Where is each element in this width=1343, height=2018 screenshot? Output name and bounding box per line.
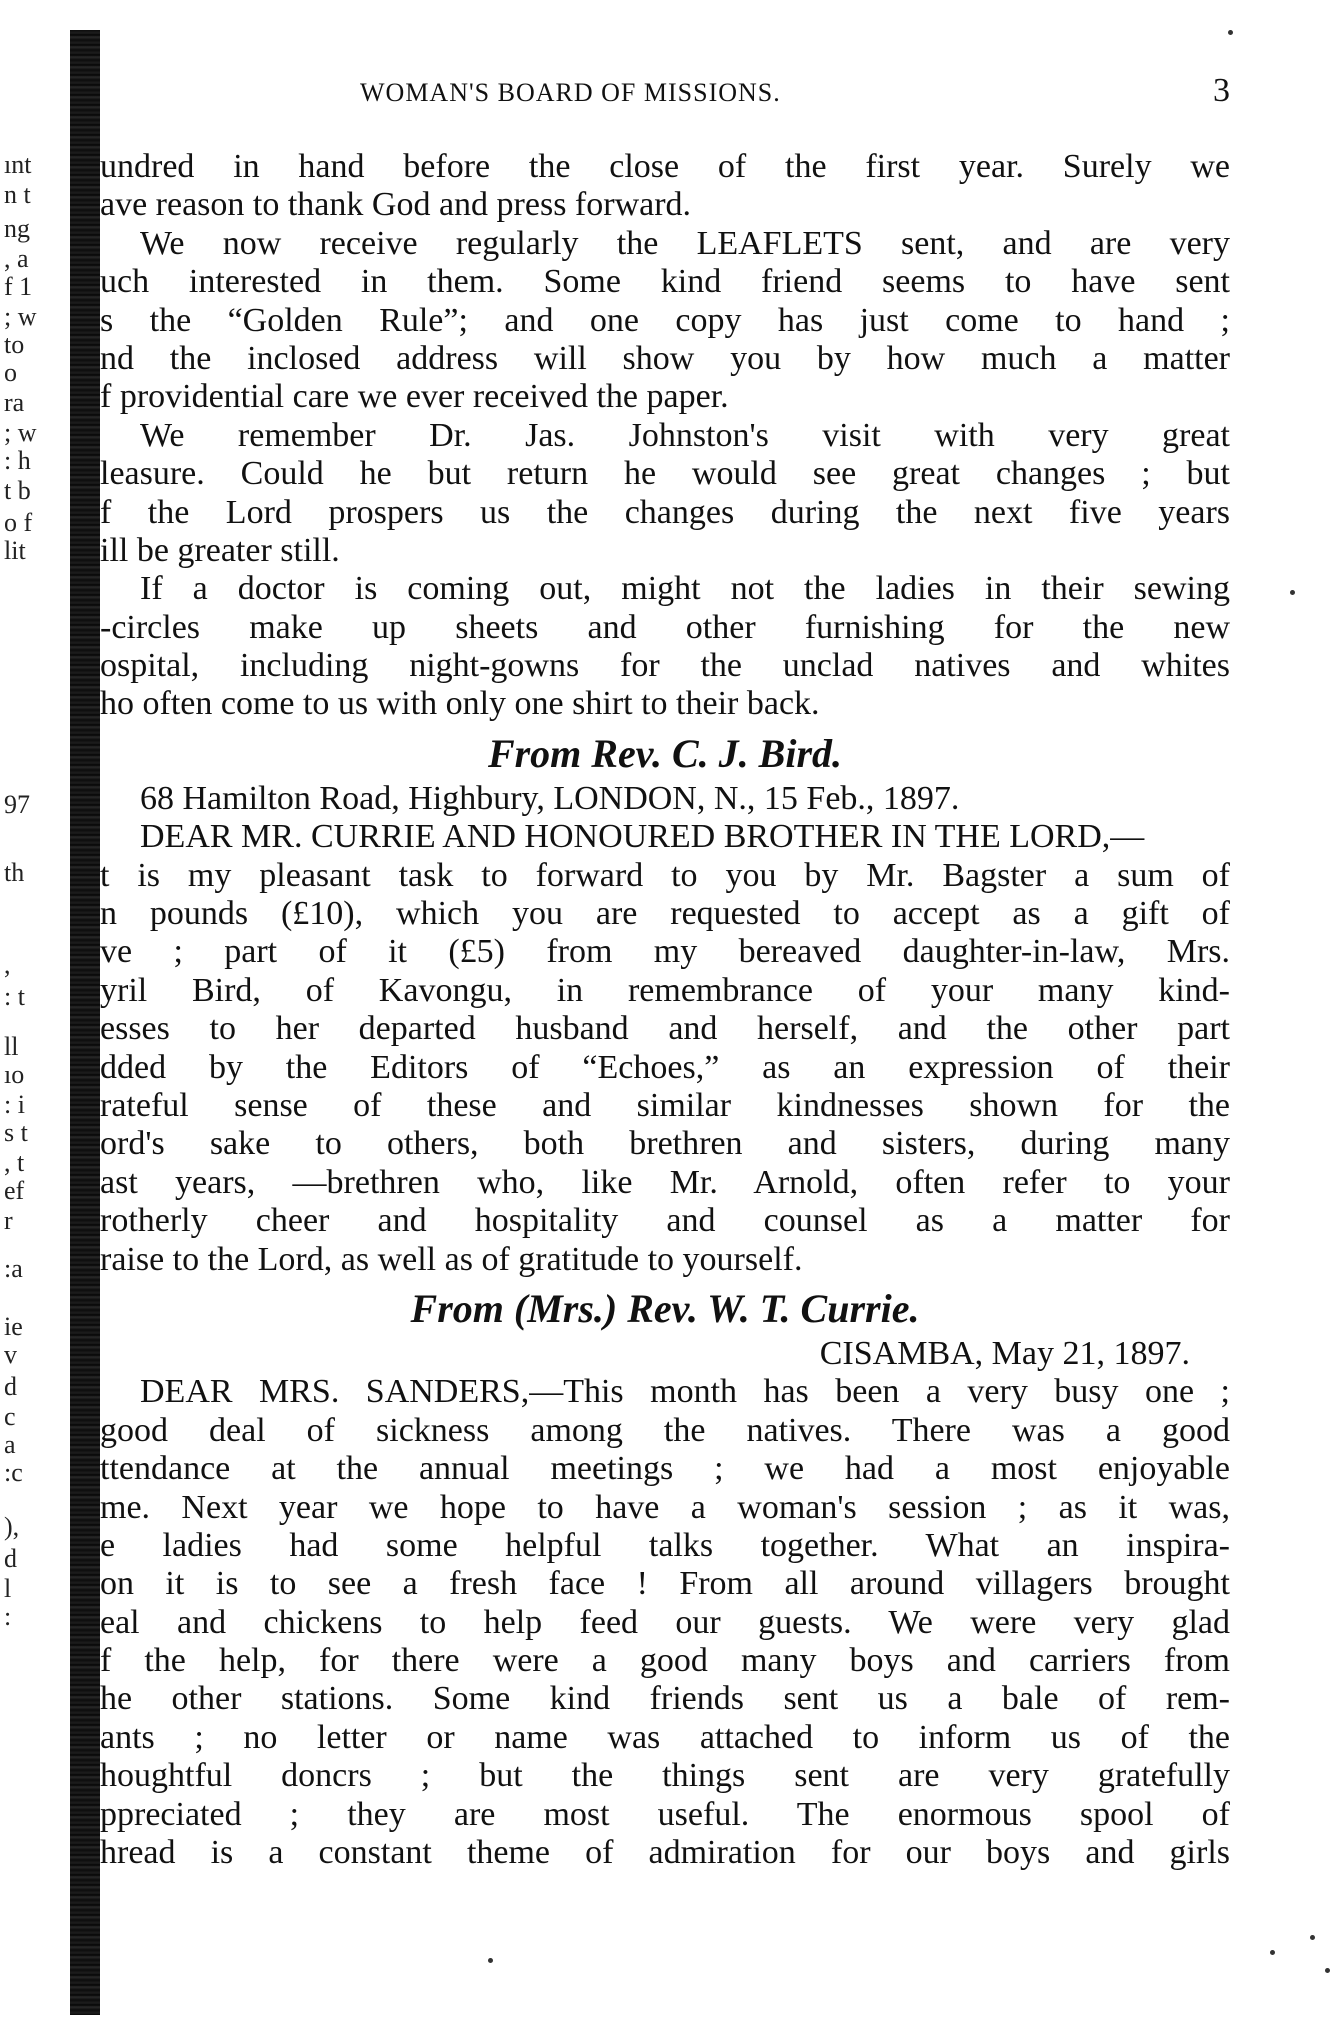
print-speck xyxy=(1228,30,1233,35)
page-header xyxy=(110,72,1230,118)
print-speck xyxy=(488,1958,493,1963)
text-line: If a doctor is coming out, might not the ladies in their sewing xyxy=(140,570,1230,608)
gutter-fragment: :a xyxy=(4,1254,23,1283)
text-line: ord's sake to others, both brethren and sisters, during many xyxy=(100,1125,1230,1163)
gutter-fragment: ınt xyxy=(4,150,32,179)
text-line: ast years, —brethren who, like Mr. Arnold, often refer to your xyxy=(100,1163,1230,1201)
text-line: ve ; part of it (£5) from my bereaved daughter-in-law, Mrs. xyxy=(100,933,1230,971)
gutter-fragment: ; w xyxy=(4,418,37,447)
text-line: hread is a constant theme of admiration for our boys and girls xyxy=(100,1834,1230,1872)
section-heading-currie: From (Mrs.) Rev. W. T. Currie. xyxy=(410,1285,920,1331)
text-line: good deal of sickness among the natives. There was a good xyxy=(100,1411,1230,1449)
binding-spine xyxy=(70,30,100,2015)
text-line: s the “Golden Rule”; and one copy has just come to hand ; xyxy=(100,301,1230,339)
text-line: nd the inclosed address will show you by how much a matter xyxy=(100,339,1230,377)
gutter-fragment: to xyxy=(4,330,25,359)
gutter-fragment: ), xyxy=(4,1512,20,1541)
text-line: me. Next year we hope to have a woman's session ; as it was, xyxy=(100,1488,1230,1526)
gutter-fragment: : t xyxy=(4,982,25,1011)
gutter-fragment: ng xyxy=(4,214,30,243)
page-number: 3 xyxy=(1213,72,1230,109)
gutter-fragment: l xyxy=(4,1574,12,1603)
gutter-fragment: r xyxy=(4,1206,13,1235)
gutter-fragment: ie xyxy=(4,1312,23,1341)
section-letter-continuation xyxy=(100,148,1230,724)
text-line: uch interested in them. Some kind friend seems to have sent xyxy=(100,263,1230,301)
text-line: rotherly cheer and hospitality and counsel as a matter for xyxy=(100,1202,1230,1240)
print-speck xyxy=(1270,1950,1275,1955)
text-line: dded by the Editors of “Echoes,” as an expression of their xyxy=(100,1048,1230,1086)
gutter-fragment: s t xyxy=(4,1118,28,1147)
gutter-fragment: : xyxy=(4,1602,12,1631)
text-line: undred in hand before the close of the first year. Surely we xyxy=(100,148,1230,185)
gutter-fragment: , a xyxy=(4,244,29,273)
gutter-fragment: : i xyxy=(4,1090,25,1119)
section-letter-bird xyxy=(100,780,1230,1279)
gutter-fragment: : h xyxy=(4,446,31,475)
text-line: -circles make up sheets and other furnishing for the new xyxy=(100,608,1230,646)
gutter-fragment: a xyxy=(4,1430,16,1459)
text-line: raise to the Lord, as well as of gratitude to yourself. xyxy=(100,1240,803,1278)
text-line: yril Bird, of Kavongu, in remembrance of your many kind- xyxy=(100,971,1230,1009)
running-title: WOMAN'S BOARD OF MISSIONS. xyxy=(360,78,781,107)
text-line: rateful sense of these and similar kindnesses shown for the xyxy=(100,1086,1230,1124)
gutter-fragment: lit xyxy=(4,536,26,565)
gutter-fragment: f 1 xyxy=(4,272,33,301)
text-line: he other stations. Some kind friends sent us a bale of rem- xyxy=(100,1680,1230,1718)
text-line: e ladies had some helpful talks together. What an inspira- xyxy=(100,1526,1230,1564)
text-line: f the help, for there were a good many boys and carriers from xyxy=(100,1642,1230,1680)
dateline: 68 Hamilton Road, Highbury, LONDON, N., 15 Feb., 1897. xyxy=(140,779,960,817)
text-line: f providential care we ever received the paper. xyxy=(100,378,729,416)
text-line: leasure. Could he but return he would see great changes ; but xyxy=(100,455,1230,493)
text-line: ants ; no letter or name was attached to inform us of the xyxy=(100,1718,1230,1756)
gutter-fragment: ef xyxy=(4,1176,25,1205)
gutter-fragment: , xyxy=(4,950,11,979)
print-speck xyxy=(1290,590,1295,595)
text-line: f the Lord prospers us the changes during the next five years xyxy=(100,493,1230,531)
gutter-fragment: th xyxy=(4,858,25,887)
gutter-fragment: , t xyxy=(4,1148,25,1177)
print-speck xyxy=(1325,1968,1330,1973)
gutter-fragment: t b xyxy=(4,476,31,505)
gutter-fragment: o xyxy=(4,358,17,387)
adjacent-page-gutter xyxy=(0,30,70,2018)
text-line: eal and chickens to help feed our guests. We were very glad xyxy=(100,1603,1230,1641)
text-line: ospital, including night-gowns for the unclad natives and whites xyxy=(100,647,1230,685)
gutter-fragment: d xyxy=(4,1372,17,1401)
section-letter-currie xyxy=(100,1335,1230,1872)
gutter-fragment: ra xyxy=(4,388,25,417)
text-line: ave reason to thank God and press forward. xyxy=(100,186,692,224)
gutter-fragment: n t xyxy=(4,180,31,209)
gutter-fragment: ; w xyxy=(4,302,37,331)
text-line: t is my pleasant task to forward to you by Mr. Bagster a sum of xyxy=(100,856,1230,894)
gutter-fragment: ll xyxy=(4,1032,19,1061)
text-line: esses to her departed husband and herself, and the other part xyxy=(100,1010,1230,1048)
gutter-fragment: o f xyxy=(4,508,33,537)
gutter-fragment: :c xyxy=(4,1458,23,1487)
text-line: ho often come to us with only one shirt to their back. xyxy=(100,685,820,723)
text-line: houghtful doncrs ; but the things sent are very gratefully xyxy=(100,1757,1230,1795)
gutter-fragment: c xyxy=(4,1402,16,1431)
text-line: n pounds (£10), which you are requested to accept as a gift of xyxy=(100,895,1230,933)
print-speck xyxy=(1310,1935,1315,1940)
gutter-fragment: v xyxy=(4,1340,17,1369)
text-line: We remember Dr. Jas. Johnston's visit with very great xyxy=(140,416,1230,454)
gutter-fragment: 97 xyxy=(4,790,30,819)
text-line: on it is to see a fresh face ! From all around villagers brought xyxy=(100,1565,1230,1603)
text-line: ttendance at the annual meetings ; we had a most enjoyable xyxy=(100,1450,1230,1488)
text-line: ill be greater still. xyxy=(100,531,340,569)
gutter-fragment: d xyxy=(4,1544,17,1573)
dateline: CISAMBA, May 21, 1897. xyxy=(819,1334,1190,1372)
text-line: ppreciated ; they are most useful. The enormous spool of xyxy=(100,1795,1230,1833)
gutter-fragment: ıo xyxy=(4,1060,25,1089)
section-heading-bird: From Rev. C. J. Bird. xyxy=(487,730,843,776)
page-body xyxy=(100,148,1230,1872)
salutation: DEAR MR. CURRIE AND HONOURED BROTHER IN THE LORD,— xyxy=(140,818,1145,856)
salutation-line: DEAR MRS. SANDERS,—This month has been a very busy one ; xyxy=(140,1373,1230,1411)
text-line: We now receive regularly the LEAFLETS sent, and are very xyxy=(140,224,1230,262)
